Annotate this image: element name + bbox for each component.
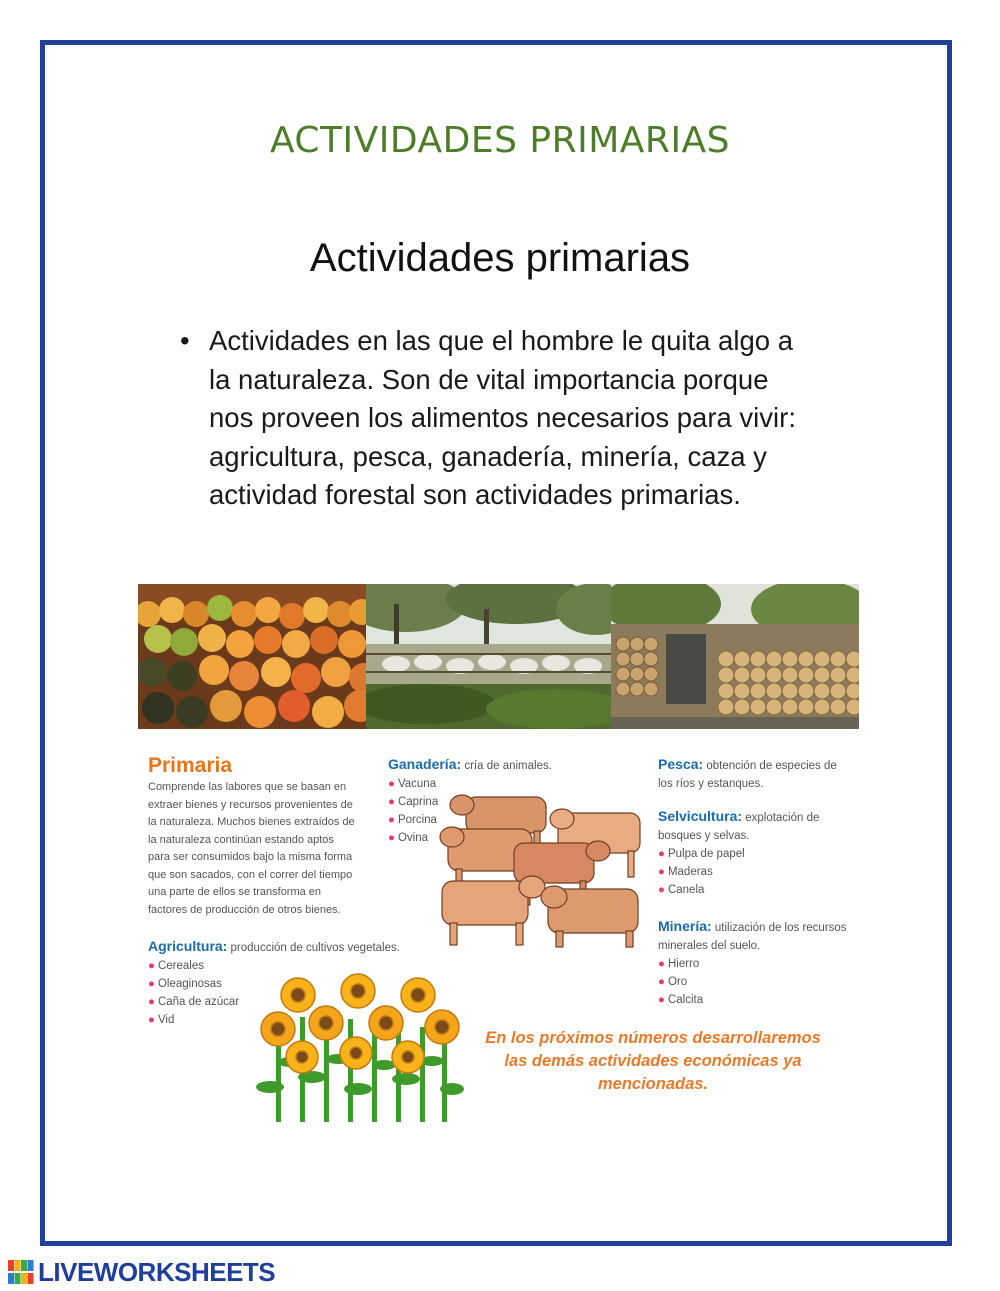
livestock-farm-photo [366,584,611,729]
list-item: ● Hierro [658,958,700,970]
list-item: ● Porcina [388,814,437,826]
bullet-dot-icon: ● [388,814,395,826]
bullet-dot-icon: ● [388,796,395,808]
bullet-dot-icon: ● [658,848,665,860]
timber-logs-photo [611,584,859,729]
mineria-desc: utilización de los recursos minerales del suelo. [658,922,847,952]
page-title: ACTIVIDADES PRIMARIAS [269,120,731,161]
bullet-dot-icon: ● [658,866,665,878]
selvicultura-heading: Selvicultura: [658,808,743,824]
bullet-dot-icon: ● [388,832,395,844]
list-item: ● Caña de azúcar [148,996,240,1008]
photo-strip [138,584,859,729]
bullet-dot-icon: ● [658,958,665,970]
agricultura-desc: producción de cultivos vegetales. [227,942,400,954]
list-item: ● Caprina [388,796,439,808]
bullet-dot-icon: ● [148,996,155,1008]
bullet-dot-icon: ● [388,778,395,790]
primaria-block [148,753,358,919]
infographic [138,745,859,1130]
bullet-dot-icon: ● [658,884,665,896]
mineria-heading: Minería: [658,918,712,934]
list-item: ● Pulpa de papel [658,848,745,860]
selvicultura-desc: explotación de bosques y selvas. [658,812,820,842]
pesca-desc: obtención de especies de los ríos y estanques. [658,760,837,790]
list-item: ● Canela [658,884,705,896]
list-item: ● Ovina [388,832,428,844]
list-item: ● Vid [148,1014,175,1026]
slide-title: Actividades primarias [309,236,691,280]
pesca-block [658,755,848,793]
bullet-dot-icon: ● [148,1014,155,1026]
pesca-heading: Pesca: [658,756,704,772]
fruit-market-photo [138,584,366,729]
bullet-dot-icon: ● [148,978,155,990]
liveworksheets-logo-icon [8,1260,34,1284]
bullet-dot-icon: ● [658,976,665,988]
closing-note: En los próximos números desarrollaremos las demás actividades económicas ya mencionadas. [485,1029,821,1093]
mineria-block [658,917,856,1009]
bullet-text: Actividades en las que el hombre le quita algo a la naturaleza. Son de vital importancia porque nos proveen los alimentos necesarios para vivir: agricultura, pesca, ganadería, minería, caza y actividad forestal son actividades primarias. [209,325,796,510]
ganaderia-heading: Ganadería: [388,756,462,772]
list-item: ● Oleaginosas [148,978,222,990]
agricultura-heading: Agricultura: [148,938,228,954]
ganaderia-desc: cría de animales. [461,760,552,772]
list-item: ● Vacuna [388,778,437,790]
list-item: ● Calcita [658,994,704,1006]
bullet-dot-icon: ● [658,994,665,1006]
primaria-text: Comprende las labores que se basan en extraer bienes y recursos provenientes de la naturaleza. Muchos bienes extraídos de la naturaleza continúan estando aptos para ser consumidos bajo la misma forma que son sacados, con el correr del tiempo una parte de ellos se transforma en factores de producción de otros bienes. [148,781,355,916]
list-item: ● Oro [658,976,688,988]
sunflowers-illustration [256,967,464,1122]
list-item: ● Cereales [148,960,204,972]
primaria-heading: Primaria [148,754,233,777]
selvicultura-block [658,807,853,899]
cows-illustration [438,783,650,948]
liveworksheets-logo-text: LIVEWORKSHEETS [38,1256,276,1287]
list-item: ● Maderas [658,866,713,878]
liveworksheets-logo[interactable] [8,1258,275,1286]
bullet-dot-icon: • [180,325,190,356]
bullet-dot-icon: ● [148,960,155,972]
